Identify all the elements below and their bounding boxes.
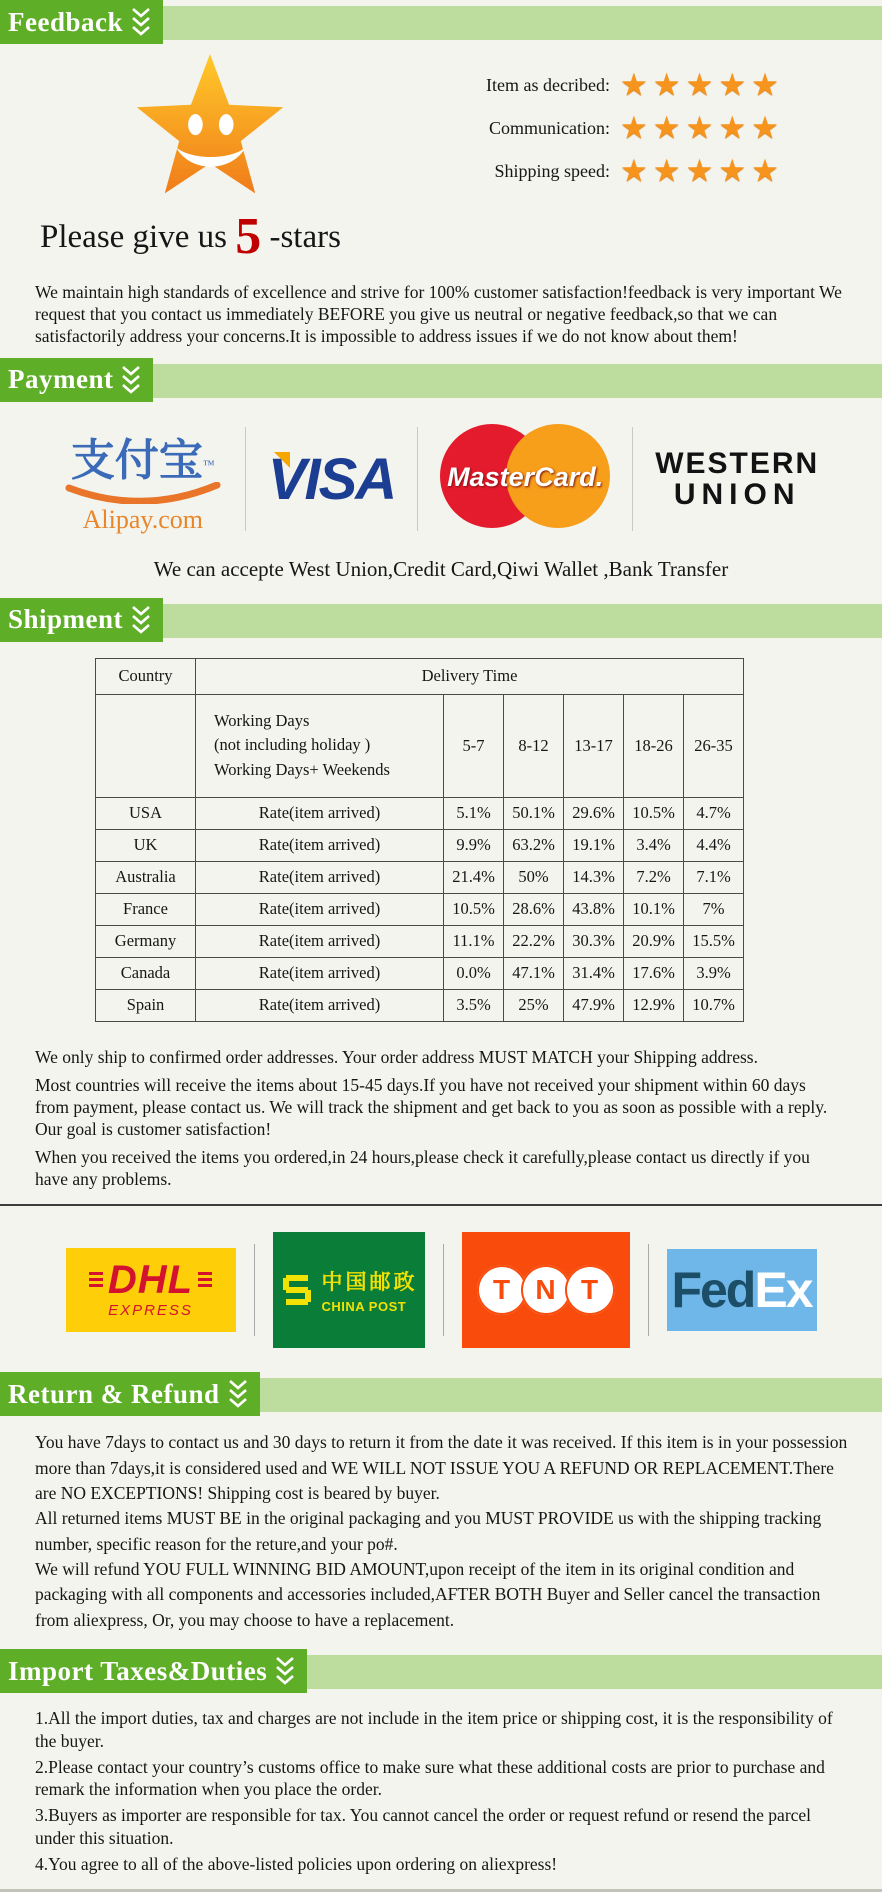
table-row: [96, 797, 744, 829]
chevron-down-icon: [131, 605, 151, 635]
table-row: [96, 861, 744, 893]
working-days-line: Working Days: [214, 710, 310, 730]
tnt-letter: N: [535, 1274, 556, 1306]
fedex-logo: [667, 1249, 817, 1331]
dhl-express-text: EXPRESS: [108, 1301, 193, 1319]
table-row: [96, 957, 744, 989]
chevron-down-icon: [121, 365, 141, 395]
table-row: [96, 829, 744, 861]
rate-cell: 31.4%: [564, 957, 624, 989]
feedback-header-button[interactable]: [0, 0, 163, 44]
return-paragraph: We will refund YOU FULL WINNING BID AMOUNT,upon receipt of the item in its original condition and packaging with all components and accessories included,AFTER BOTH Buyer and Seller cancel the transaction from aliexpress, Or, you may choose to have a replacement.: [35, 1559, 821, 1630]
dhl-text: DHL: [107, 1257, 194, 1302]
country-cell: Australia: [96, 861, 196, 893]
alipay-swoosh-icon: [63, 482, 223, 504]
day-range-cell: 13-17: [564, 694, 624, 797]
tax-list-item: 2.Please contact your country’s customs office to make sure what these additional costs are prior to purchase and remark the information when you place the order.: [35, 1756, 825, 1800]
rate-cell: 50.1%: [504, 797, 564, 829]
country-cell: Germany: [96, 925, 196, 957]
tnt-circle: [477, 1265, 527, 1315]
header-delivery-time: Delivery Time: [196, 658, 744, 694]
rate-cell: 10.1%: [624, 893, 684, 925]
rate-label-cell: Rate(item arrived): [196, 829, 444, 861]
rate-cell: 63.2%: [504, 829, 564, 861]
shipment-note: We only ship to confirmed order addresses. Your order address MUST MATCH your Shipping address.: [35, 1046, 758, 1067]
rate-cell: 28.6%: [504, 893, 564, 925]
rate-cell: 3.4%: [624, 829, 684, 861]
import-taxes-header-button[interactable]: [0, 1649, 307, 1693]
rating-row-item-as-described: [460, 67, 784, 103]
feedback-section: [0, 44, 882, 266]
payment-logos-row: [0, 402, 882, 543]
table-row: [96, 989, 744, 1021]
union-text: UNION: [673, 478, 801, 512]
rate-cell: 7.1%: [684, 861, 744, 893]
section-header-return-refund: [0, 1372, 882, 1416]
tnt-letter: T: [580, 1274, 599, 1306]
rate-cell: 11.1%: [444, 925, 504, 957]
section-title: Return & Refund: [8, 1378, 220, 1409]
shipment-header-button[interactable]: [0, 598, 163, 642]
visa-text: VISA: [267, 446, 396, 512]
shipment-notes: [35, 1046, 835, 1190]
rate-label-cell: Rate(item arrived): [196, 797, 444, 829]
divider: [254, 1244, 255, 1336]
country-cell: Canada: [96, 957, 196, 989]
rate-cell: 3.5%: [444, 989, 504, 1021]
feedback-paragraph: We maintain high standards of excellence and strive for 100% customer satisfaction!feedback is very important We request that you contact us immediately BEFORE you give us neutral or negative feedback,so that we can satisfactorily address your concerns.It is impossible to address issues if we do not know about them!: [35, 282, 842, 346]
rate-label-cell: Rate(item arrived): [196, 861, 444, 893]
tax-list-item: 4.You agree to all of the above-listed policies upon ordering on aliexpress!: [35, 1853, 558, 1874]
tax-list-item: 1.All the import duties, tax and charges are not include in the item price or shipping cost, it is the responsibility of the buyer.: [35, 1708, 833, 1751]
rating-row-communication: [460, 110, 784, 146]
section-header-shipment: [0, 598, 882, 642]
divider: [443, 1244, 444, 1336]
rating-row-shipping-speed: [460, 153, 784, 189]
header-country: Country: [96, 658, 196, 694]
section-header-payment: [0, 358, 882, 402]
rate-cell: 4.4%: [684, 829, 744, 861]
rate-cell: 7%: [684, 893, 744, 925]
rate-cell: 29.6%: [564, 797, 624, 829]
china-post-logo: [273, 1232, 425, 1348]
rate-cell: 47.1%: [504, 957, 564, 989]
working-days-line: Working Days+ Weekends: [214, 760, 390, 780]
caption-number: 5: [235, 208, 262, 265]
divider: [632, 427, 633, 531]
mastercard-logo: [440, 424, 610, 534]
five-stars-caption: [40, 207, 460, 266]
section-title: Shipment: [8, 604, 124, 635]
table-row: [96, 893, 744, 925]
alipay-domain-text: Alipay.com: [82, 504, 203, 534]
payment-header-button[interactable]: [0, 358, 153, 402]
import-taxes-list: [35, 1707, 850, 1875]
return-refund-text: [35, 1430, 850, 1633]
divider: [417, 427, 418, 531]
rating-label: Shipping speed:: [494, 161, 610, 181]
day-range-cell: 5-7: [444, 694, 504, 797]
tnt-logo: [462, 1232, 630, 1348]
fedex-fed-text: Fed: [671, 1262, 755, 1319]
shipment-note: Most countries will receive the items about 15-45 days.If you have not received your shipment within 60 days from payment, please contact us. We will track the shipment and get back to you as soon as possible with a reply. Our goal is customer satisfaction!: [35, 1074, 828, 1140]
western-text: WESTERN: [655, 446, 820, 480]
dhl-logo: [66, 1248, 236, 1332]
rating-label: Communication:: [489, 118, 610, 138]
rate-cell: 4.7%: [684, 797, 744, 829]
working-days-cell: [196, 694, 444, 797]
country-cell: France: [96, 893, 196, 925]
table-header-row: [96, 658, 744, 694]
fedex-ex-text: Ex: [754, 1262, 812, 1319]
section-header-import-taxes: [0, 1649, 882, 1693]
five-star-rating-icons: ★★★★★: [620, 153, 784, 189]
rating-rows: [460, 50, 784, 266]
rate-cell: 21.4%: [444, 861, 504, 893]
rate-cell: 22.2%: [504, 925, 564, 957]
china-post-chinese-text: 中国邮政: [321, 1271, 418, 1295]
caption-suffix: -stars: [269, 219, 341, 255]
rate-label-cell: Rate(item arrived): [196, 893, 444, 925]
rate-cell: 15.5%: [684, 925, 744, 957]
tnt-circle: [565, 1265, 615, 1315]
rate-cell: 12.9%: [624, 989, 684, 1021]
alipay-chinese-text: 支付宝: [70, 435, 203, 485]
rate-cell: 20.9%: [624, 925, 684, 957]
section-title: Feedback: [8, 6, 123, 37]
rate-cell: 5.1%: [444, 797, 504, 829]
rate-cell: 14.3%: [564, 861, 624, 893]
country-cell: UK: [96, 829, 196, 861]
rate-label-cell: Rate(item arrived): [196, 925, 444, 957]
rate-cell: 30.3%: [564, 925, 624, 957]
dhl-stripes-icon: [89, 1272, 103, 1287]
rate-cell: 9.9%: [444, 829, 504, 861]
rate-cell: 50%: [504, 861, 564, 893]
tax-list-item: 3.Buyers as importer are responsible for tax. You cannot cancel the order or request refund or resend the parcel under this situation.: [35, 1805, 812, 1848]
dhl-stripes-icon: [198, 1272, 212, 1287]
day-range-cell: 26-35: [684, 694, 744, 797]
return-paragraph: You have 7days to contact us and 30 days to return it from the date it was received. If this item is in your possession more than 7days,it is considered used and WE WILL NOT ISSUE YOU A REFUND OR REPLACEMENT.There are NO EXCEPTIONS! Shipping cost is beared by buyer.: [35, 1432, 848, 1503]
five-star-rating-icons: ★★★★★: [620, 110, 784, 146]
mastercard-text: MasterCard.: [447, 462, 604, 493]
country-cell: Spain: [96, 989, 196, 1021]
delivery-time-table: [95, 658, 744, 1022]
empty-cell: [96, 694, 196, 797]
rate-cell: 25%: [504, 989, 564, 1021]
rate-cell: 10.7%: [684, 989, 744, 1021]
shipment-note: When you received the items you ordered,in 24 hours,please check it carefully,please contact us directly if you have any problems.: [35, 1147, 810, 1190]
china-post-emblem-icon: [280, 1264, 314, 1316]
china-post-english-text: CHINA POST: [321, 1299, 407, 1315]
day-range-cell: 8-12: [504, 694, 564, 797]
section-title: Import Taxes&Duties: [8, 1655, 268, 1686]
alipay-logo: [63, 424, 223, 535]
return-paragraph: All returned items MUST BE in the original packaging and you MUST PROVIDE us with the shipping tracking number, specific reason for the reture,and your po#.: [35, 1508, 822, 1554]
return-refund-header-button[interactable]: [0, 1372, 260, 1416]
alipay-trademark: ™: [202, 457, 215, 472]
rating-label: Item as decribed:: [486, 75, 610, 95]
tnt-circle: [521, 1265, 571, 1315]
payment-note: We can accepte West Union,Credit Card,Qiwi Wallet ,Bank Transfer: [153, 556, 729, 581]
rate-label-cell: Rate(item arrived): [196, 989, 444, 1021]
rate-cell: 43.8%: [564, 893, 624, 925]
rate-cell: 0.0%: [444, 957, 504, 989]
rate-label-cell: Rate(item arrived): [196, 957, 444, 989]
divider: [245, 427, 246, 531]
chevron-down-icon: [228, 1379, 248, 1409]
chevron-down-icon: [275, 1656, 295, 1686]
rate-cell: 10.5%: [444, 893, 504, 925]
rate-cell: 17.6%: [624, 957, 684, 989]
section-title: Payment: [8, 364, 114, 395]
country-cell: USA: [96, 797, 196, 829]
smiley-star-icon: [110, 50, 310, 200]
five-star-rating-icons: ★★★★★: [620, 67, 784, 103]
western-union-logo: [655, 448, 819, 511]
carrier-logos-row: [0, 1206, 882, 1368]
rate-cell: 19.1%: [564, 829, 624, 861]
tnt-letter: T: [492, 1274, 511, 1306]
section-header-feedback: [0, 0, 882, 44]
rate-cell: 3.9%: [684, 957, 744, 989]
day-range-cell: 18-26: [624, 694, 684, 797]
caption-prefix: Please give us: [40, 219, 227, 255]
table-row: [96, 925, 744, 957]
rate-cell: 7.2%: [624, 861, 684, 893]
table-subheader-row: [96, 694, 744, 797]
chevron-down-icon: [131, 7, 151, 37]
visa-logo: [268, 446, 395, 513]
rate-cell: 47.9%: [564, 989, 624, 1021]
visa-flag-icon: [274, 452, 290, 468]
divider: [648, 1244, 649, 1336]
working-days-line: (not including holiday ): [214, 735, 371, 755]
rate-cell: 10.5%: [624, 797, 684, 829]
